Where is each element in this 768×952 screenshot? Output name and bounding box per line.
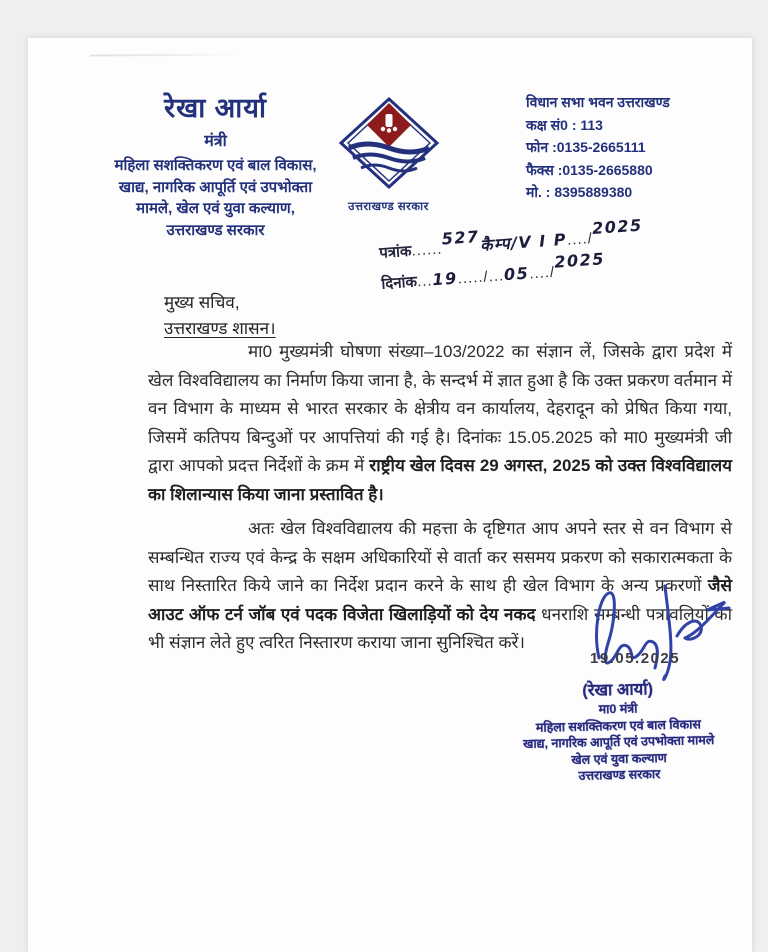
stamp-government: उत्तराखण्ड सरकार [578,767,661,783]
contact-address: विधान सभा भवन उत्तराखण्ड [526,94,670,110]
reference-block [378,214,721,300]
date-day-handwritten: 19 [431,268,459,290]
paragraph2-emphasis: जैसे आउट ऑफ टर्न जॉब एवं पदक विजेता खिलाड़ियों को देय नकद [148,576,732,624]
signature-date: 19.05.2025 [590,650,681,667]
contact-room: कक्ष सं0 : 113 [526,116,603,133]
letter-number-handwritten: 527 [441,226,481,249]
letter-camp-handwritten: कैम्प/ [479,233,520,255]
paragraph2-text-start: अतः खेल विश्वविद्यालय की महत्ता के दृष्टिगत आप अपने स्तर से वन विभाग से सम्बन्धित राज्य एवं केन्द्र के सक्षम अधिकारियों से वार्ता कर ससमय प्रकरण को सकारात्मकता के साथ निस्तारित किये जाने का निर्देश प्रदान करने के साथ ही खेल विभाग के अन्य प्रकरणों [148,519,732,595]
minister-department-line2: खाद्य, नागरिक आपूर्ति एवं उपभोक्ता [118,178,313,196]
stamp-department-line2: खाद्य, नागरिक आपूर्ति एवं उपभोक्ता मामले [523,732,715,751]
letter-number-label: पत्रांक [378,242,413,262]
body-paragraph-1 [148,338,732,509]
minister-department-line3: मामले, खेल एवं युवा कल्याण, [136,200,295,217]
state-emblem-block [331,96,446,214]
contact-phone: फोन :0135-2665111 [526,139,646,155]
date-month-handwritten: 05 [503,263,530,285]
minister-stamp [465,677,768,787]
minister-identity-block [73,88,358,241]
stamp-department-line3: खेल एवं युवा कल्याण [571,750,667,767]
recipient-block [164,290,276,342]
paragraph1-emphasis: राष्ट्रीय खेल दिवस 29 अगस्त, 2025 को उक्त विश्वविद्यालय का शिलान्यास किया जाना प्रस्तावित है। [148,456,732,504]
stamp-title: मा0 मंत्री [598,701,638,717]
recipient-government: उत्तराखण्ड शासन। [164,319,276,338]
letter-code-handwritten: V I P [517,229,568,253]
letter-page [28,38,752,952]
uttarakhand-government-emblem-icon [337,179,441,196]
paragraph1-text: मा0 मुख्यमंत्री घोषणा संख्या–103/2022 का संज्ञान लें, जिसके द्वारा प्रदेश में खेल विश्वविद्यालय का निर्माण किया जाना है, के सन्दर्भ में ज्ञात हुआ है कि उक्त प्रकरण वर्तमान में वन विभाग के माध्यम से भारत सरकार के क्षेत्रीय वन कार्यालय, देहरादून को प्रेषित किया गया, जिसमें कतिपय बिन्दुओं पर आपत्तियां की गई है। दिनांकः 15.05.2025 को मा0 मुख्यमंत्री जी द्वारा आपको प्रदत्त निर्देशों के क्रम में [148,342,732,475]
stamp-department-line1: महिला सशक्तिकरण एवं बाल विकास [535,716,701,735]
scan-artifact-line [90,53,240,56]
letter-number-line: पत्रांक......527कैम्प/V I P..../2025 [378,215,644,262]
minister-title: मंत्री [204,133,227,150]
minister-name: रेखा आर्या [164,93,267,123]
handwritten-signature-icon [573,580,733,685]
stamp-name: (रेखा आर्या) [582,680,654,700]
emblem-caption: उत्तराखण्ड सरकार [348,201,429,213]
minister-department-line4: उत्तराखण्ड सरकार [166,221,265,239]
recipient-designation: मुख्य सचिव, [164,293,240,312]
contact-details-block [526,91,736,204]
date-year-handwritten: 2025 [553,249,606,272]
letter-date-label: दिनांक [380,273,418,293]
letter-date-line: दिनांक...19...../...05..../2025 [380,249,606,293]
contact-fax: फैक्स :0135-2665880 [526,161,653,178]
paragraph2-text-end: धनराशि सम्बन्धी पत्रावलियों का भी संज्ञान लेते हुए त्वरित निस्तारण कराया जाना सुनिश्चित करें। [148,604,732,652]
letter-year-handwritten: 2025 [591,215,644,238]
minister-department-line1: महिला सशक्तिकरण एवं बाल विकास, [114,157,317,174]
contact-mobile: मो. : 8395889380 [526,184,633,200]
